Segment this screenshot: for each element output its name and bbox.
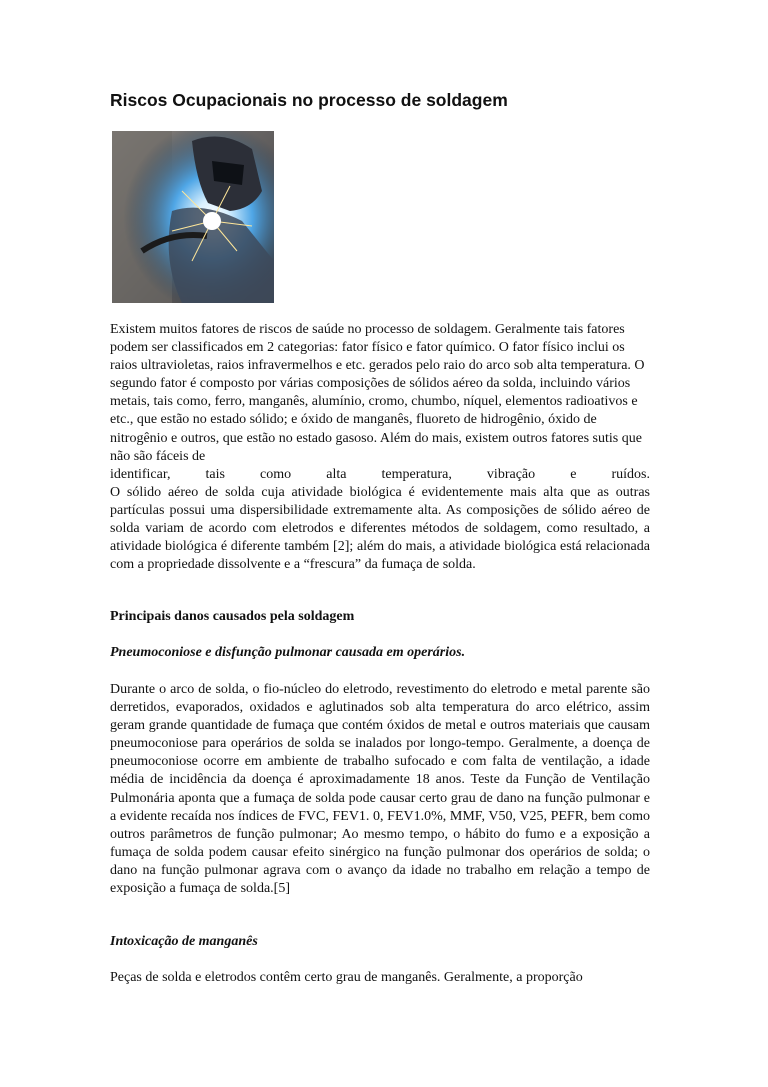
page-title: Riscos Ocupacionais no processo de soldagem — [110, 90, 508, 110]
intro-paragraph-1 — [110, 321, 650, 484]
intro-paragraph-1-last-line: identificar, tais como alta temperatura, vibração e ruídos. — [110, 466, 650, 482]
intro-paragraph-2: O sólido aéreo de solda cuja atividade biológica é evidentemente mais alta que as outras partículas possui uma dispersibilidade extremamente alta. As composições de sólido aéreo de solda variam de acordo com eletrodos e diferentes métodos de soldagem, como resultado, a atividade biológica é diferente também [2]; além do mais, a atividade biológica está relacionada com a propriedade dissolvente e a “frescura” da fumaça de solda. — [110, 485, 650, 573]
subheading-pneumoconiose: Pneumoconiose e disfunção pulmonar causada em operários. — [110, 645, 466, 660]
pneumoconiose-paragraph: Durante o arco de solda, o fio-núcleo do eletrodo, revestimento do eletrodo e metal parente são derretidos, evaporados, oxidados e aglutinados sob alta temperatura do arco elétrico, assim geram grande quantidade de fumaça que contém óxidos de metal e outros materiais que causam pneumoconiose para operários de solda se inalados por longo-tempo. Geralmente, a doença de pneumoconiose ocorre em ambiente de trabalho sufocado e com falta de ventilação, a idade média de incidência da doença é aproximadamente 18 anos. Teste da Função de Ventilação Pulmonária aponta que a fumaça de solda pode causar certo grau de dano na função pulmonar e a evidente recaída nos índices de FVC, FEV1. 0, FEV1.0%, MMF, V50, V25, PEFR, bem como outros parâmetros de função pulmonar; Ao mesmo tempo, o hábito do fumo e a exposição a fumaça de solda podem causar efeito sinérgico na função pulmonar dos operários de solda; o dano na função pulmonar agrava com o avanço da idade no trabalho em relação a tempo de exposição a fumaça de solda.[5] — [110, 682, 650, 897]
section-heading-danos: Principais danos causados pela soldagem — [110, 609, 355, 624]
intro-paragraph-1-body: Existem muitos fatores de riscos de saúde no processo de soldagem. Geralmente tais fatores podem ser classificados em 2 categorias: fator físico e fator químico. O fator físico inclui os raios ultravioletas, raios infravermelhos e etc. gerados pelo raio do arco sob alta temperatura. O segundo fator é composto por várias composições de sólidos aéreo da solda, incluindo vários metais, tais como, ferro, manganês, alumínio, cromo, chumbo, níquel, elementos radioativos e etc., que estão no estado sólido; e óxido de manganês, fluoreto de hidrogênio, óxido de nitrogênio e outros, que estão no estado gasoso. Além do mais, existem outros fatores sutis que não são fáceis de — [110, 322, 645, 464]
welder-photo — [112, 131, 274, 303]
manganes-paragraph: Peças de solda e eletrodos contêm certo grau de manganês. Geralmente, a proporção — [110, 970, 583, 985]
subheading-manganes: Intoxicação de manganês — [110, 934, 258, 949]
